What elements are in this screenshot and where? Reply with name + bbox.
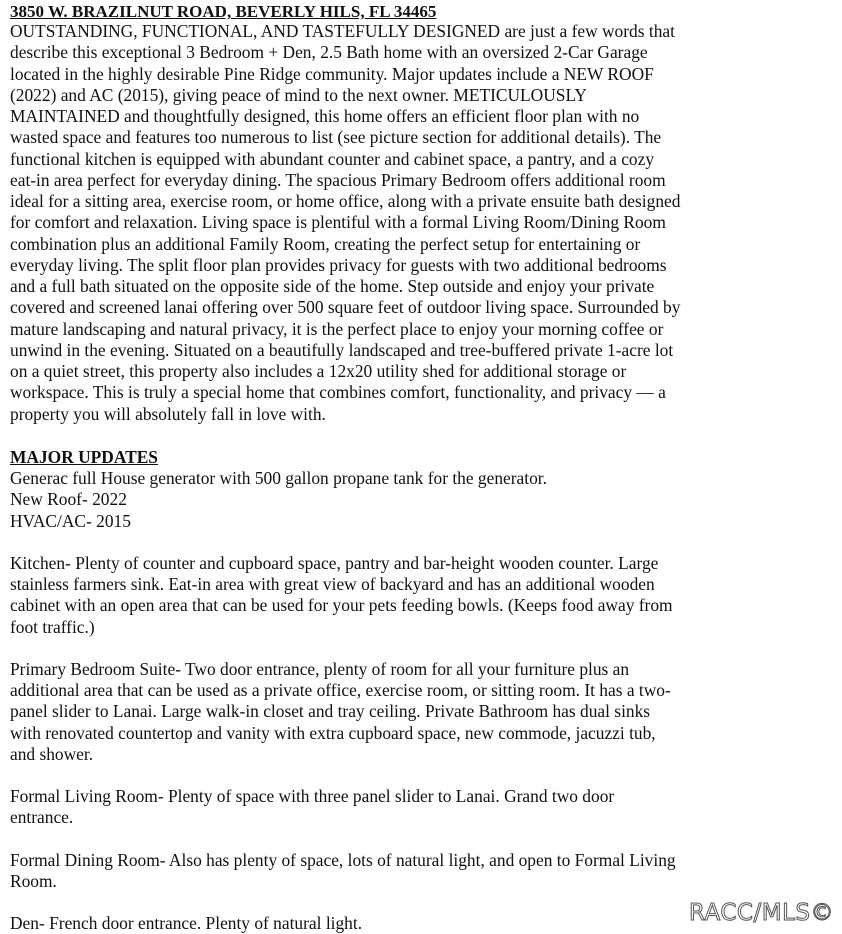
spacer (10, 532, 830, 553)
mls-watermark: RACC/MLS© (688, 900, 834, 926)
kitchen-paragraph: Kitchen- Plenty of counter and cupboard space, pantry and bar-height wooden counter. Large stainless farmers sink. Eat-in area with great view of backyard and has an additional wooden cabinet with an open area that can be used for your pets feeding bowls. (Keeps food away from foot traffic.) (10, 552, 673, 637)
description-paragraph: OUTSTANDING, FUNCTIONAL, AND TASTEFULLY DESIGNED are just a few words that describe this exceptional 3 Bedroom + Den, 2.5 Bath home with an oversized 2-Car Garage located in the highly desirable Pine Ridge community. Major updates include a NEW ROOF (2022) and AC (2015), giving peace of mind to the next owner. METICULOUSLY MAINTAINED and thoughtfully designed, this home offers an efficient floor plan with no wasted space and features too numerous to list (see picture section for additional details). The functional kitchen is equipped with abundant counter and cabinet space, a pantry, and a cozy eat-in area perfect for everyday dining. The spacious Primary Bedroom offers additional room ideal for a sitting area, exercise room, or home office, along with a private ensuite bath designed for comfort and relaxation. Living space is plentiful with a formal Living Room/Dining Room combination plus an additional Family Room, creating the perfect setup for entertaining or everyday living. The split floor plan provides privacy for guests with two additional bedrooms and a full bath situated on the opposite side of the home. Step outside and enjoy your private covered and screened lanai offering over 500 square feet of outdoor living space. Surrounded by mature landscaping and natural privacy, it is the perfect place to enjoy your morning coffee or unwind in the evening. Situated on a beautifully landscaped and tree-buffered private 1-acre lot on a quiet street, this property also includes a 12x20 utility shed for additional storage or workspace. This is truly a special home that combines comfort, functionality, and privacy — a property you will absolutely fall in love with. (10, 21, 681, 424)
dining-room-paragraph: Formal Dining Room- Also has plenty of space, lots of natural light, and open to Formal Living Room. (10, 849, 676, 891)
property-address: 3850 W. BRAZILNUT ROAD, BEVERLY HILS, FL 34465 (10, 2, 437, 21)
spacer (10, 829, 830, 850)
document-page (10, 2, 830, 934)
spacer (10, 638, 830, 659)
updates-list: Generac full House generator with 500 gallon propane tank for the generator. New Roof- 2022 HVAC/AC- 2015 (10, 468, 547, 531)
primary-suite-paragraph: Primary Bedroom Suite- Two door entrance, plenty of room for all your furniture plus an additional area that can be used as a private office, exercise room, or sitting room. It has a two- panel slider to Lanai. Large walk-in closet and tray ceiling. Private Bathroom has dual sinks with renovated countertop and vanity with extra cupboard space, new commode, jacuzzi tub, and shower. (10, 658, 671, 764)
spacer (10, 765, 830, 786)
den-paragraph: Den- French door entrance. Plenty of natural light. (10, 913, 363, 933)
major-updates-heading: MAJOR UPDATES (10, 446, 158, 467)
living-room-paragraph: Formal Living Room- Plenty of space with three panel slider to Lanai. Grand two door entrance. (10, 786, 615, 828)
